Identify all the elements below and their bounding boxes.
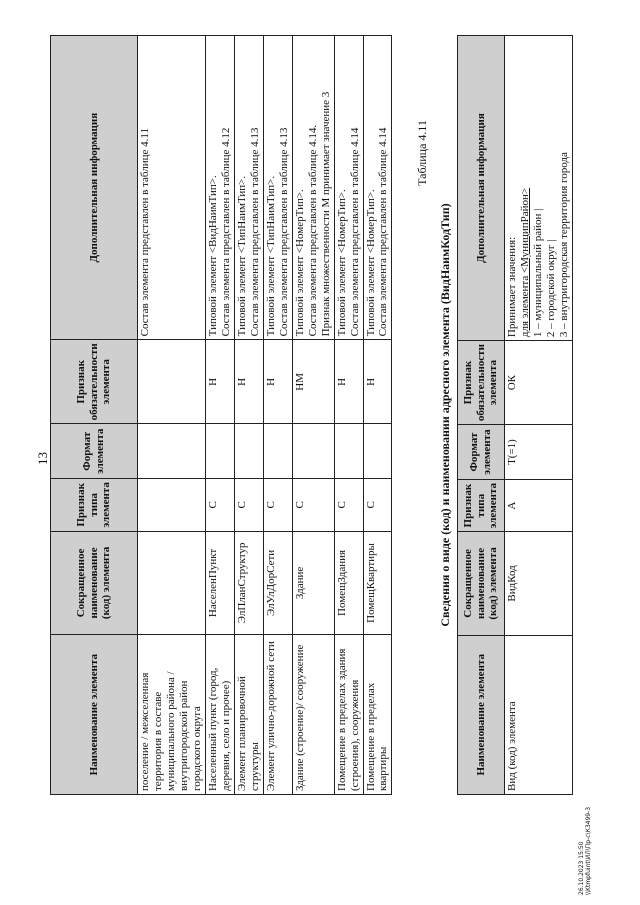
cell-type: С	[234, 479, 263, 531]
cell-info	[334, 36, 363, 340]
info-line: Состав элемента представлен в таблице 4.12	[219, 127, 232, 337]
header-required: Признак обязательности элемента	[51, 340, 138, 424]
cell-info	[205, 36, 234, 340]
cell-info	[363, 36, 392, 340]
cell-required: Н	[334, 340, 363, 424]
cell-name: Элемент улично-дорожной сети	[263, 635, 292, 795]
cell-name: Помещение в пределах здания (строения), сооружения	[334, 635, 363, 795]
cell-required: Н	[263, 340, 292, 424]
header-name: Наименование элемента	[458, 635, 505, 794]
table-row	[138, 36, 206, 795]
cell-type: С	[263, 479, 292, 531]
table-caption: Сведения о виде (код) и наименовании адресного элемента (ВидНаимКодТип)	[438, 203, 452, 627]
header-short: Сокращенное наименование (код) элемента	[51, 531, 138, 635]
vid-naim-kod-table	[457, 35, 573, 795]
info-value-3: 3 – внутригородская территория города	[557, 152, 570, 338]
cell-type: С	[363, 479, 392, 531]
cell-short: ЭлПланСтруктур	[234, 531, 263, 635]
stamp-path: \\Ktmpfuint\ИЛ\Пр-с\К3499-3	[585, 806, 593, 895]
header-info: Дополнительная информация	[458, 36, 505, 341]
table-row	[505, 36, 573, 795]
cell-required: ОК	[505, 341, 573, 425]
table-label: Таблица 4.11	[415, 120, 429, 186]
cell-format	[363, 424, 392, 479]
cell-short: ВидКод	[505, 532, 573, 635]
cell-required: Н	[234, 340, 263, 424]
info-value-1: 1 – муниципальный район |	[531, 208, 544, 338]
table-row	[205, 36, 234, 795]
cell-info	[234, 36, 263, 340]
stamp-date: 26.10.2023 15:50	[578, 841, 585, 895]
cell-name: Населенный пункт (город, деревня, село и прочее)	[205, 635, 234, 795]
header-required: Признак обязательности элемента	[458, 341, 505, 425]
cell-name: Здание (строение)/ сооружение	[292, 635, 334, 795]
cell-required: НМ	[292, 340, 334, 424]
info-line: Типовой элемент <ТипНаимТип>.	[264, 175, 277, 337]
info-line: Состав элемента представлен в таблице 4.13	[277, 127, 290, 337]
info-line: Состав элемента представлен в таблице 4.14	[348, 127, 361, 337]
header-format: Формат элемента	[51, 424, 138, 479]
cell-short: Здание	[292, 531, 334, 635]
cell-type: С	[205, 479, 234, 531]
header-info: Дополнительная информация	[51, 36, 138, 340]
cell-type	[138, 479, 206, 531]
cell-format	[334, 424, 363, 479]
header-type: Признак типа элемента	[51, 479, 138, 531]
info-intro: Принимает значения:	[506, 236, 518, 338]
cell-name: Помещение в пределах квартиры	[363, 635, 392, 795]
info-value-2: 2 – городской округ |	[544, 239, 557, 338]
info-line: Типовой элемент <ВидНаимТип>.	[206, 175, 219, 337]
cell-name: Элемент планировочной структуры	[234, 635, 263, 795]
info-line: Типовой элемент <НомерТип>.	[335, 189, 348, 337]
elements-table	[50, 35, 392, 795]
cell-short: ПомещКвартиры	[363, 531, 392, 635]
info-line: Состав элемента представлен в таблице 4.13	[248, 127, 261, 337]
cell-format	[263, 424, 292, 479]
cell-name: Вид (код) элемента	[505, 635, 573, 794]
table-row	[234, 36, 263, 795]
cell-required: Н	[205, 340, 234, 424]
file-stamp	[578, 807, 592, 895]
cell-type: С	[334, 479, 363, 531]
info-line: Состав элемента представлен в таблице 4.14	[377, 127, 390, 337]
table-row	[363, 36, 392, 795]
cell-info	[505, 36, 573, 341]
cell-info	[292, 36, 334, 340]
cell-info	[263, 36, 292, 340]
cell-type: А	[505, 479, 573, 531]
cell-format: T(=1)	[505, 425, 573, 480]
cell-short: ЭлУлДорСети	[263, 531, 292, 635]
cell-type: С	[292, 479, 334, 531]
cell-required: Н	[363, 340, 392, 424]
table-row	[334, 36, 363, 795]
cell-format	[234, 424, 263, 479]
cell-info	[138, 36, 206, 340]
info-line: Типовой элемент <НомерТип>.	[364, 189, 377, 337]
table-header-row	[458, 36, 505, 795]
cell-format	[292, 424, 334, 479]
header-short: Сокращенное наименование (код) элемента	[458, 532, 505, 635]
cell-short: НаселенПункт	[205, 531, 234, 635]
header-name: Наименование элемента	[51, 635, 138, 795]
cell-format	[138, 424, 206, 479]
info-line: Состав элемента представлен в таблице 4.11	[139, 128, 151, 337]
info-line: Состав элемента представлен в таблице 4.14.	[306, 124, 319, 337]
header-type: Признак типа элемента	[458, 479, 505, 531]
cell-required	[138, 340, 206, 424]
table-header-row	[51, 36, 138, 795]
table-row	[292, 36, 334, 795]
info-line: Типовой элемент <НомерТип>.	[293, 189, 306, 337]
cell-short	[138, 531, 206, 635]
table-row	[263, 36, 292, 795]
info-line: Признак множественности М принимает значение 3	[319, 91, 332, 337]
header-format: Формат элемента	[458, 425, 505, 480]
page-number: 13	[35, 452, 50, 465]
cell-short: ПомещЗдания	[334, 531, 363, 635]
cell-format	[205, 424, 234, 479]
info-line: Типовой элемент <ТипНаимТип>.	[235, 175, 248, 337]
cell-name: поселение / межселенная территория в составе муниципального района / внутригородской район городского округа	[138, 635, 206, 795]
info-for: для элемента <МуниципРайон>	[518, 187, 531, 338]
